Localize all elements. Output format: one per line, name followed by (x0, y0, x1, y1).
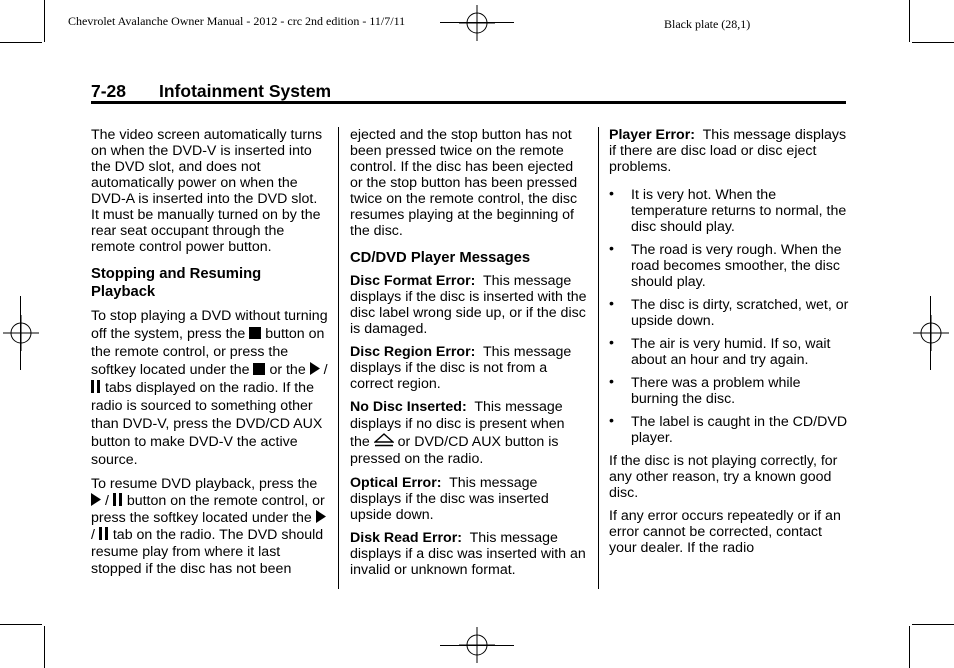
crop-mark (44, 0, 45, 42)
crop-mark (20, 296, 21, 370)
page-number: 7-28 (91, 81, 127, 101)
play-icon (316, 510, 326, 523)
message-disc-region: Disc Region Error: This message displays if the disc is not from a correct region. (350, 344, 572, 392)
stop-icon (249, 327, 261, 339)
stop-icon (253, 363, 265, 375)
play-icon (310, 362, 320, 375)
pause-icon (113, 493, 123, 506)
eject-icon (374, 433, 394, 447)
cause-list (609, 187, 849, 446)
section-heading (91, 81, 331, 102)
column-divider (598, 127, 599, 589)
crop-mark (912, 624, 954, 625)
list-item: • The disc is dirty, scratched, wet, or upside down. (609, 297, 849, 329)
crop-mark (44, 626, 45, 668)
message-disc-format: Disc Format Error: This message displays if the disc is inserted with the disc label wrong side up, or if the disc is damaged. (350, 273, 587, 337)
crop-mark (440, 645, 514, 646)
known-good-paragraph: If the disc is not playing correctly, for any other reason, try a known good disc. (609, 453, 838, 501)
registration-mark-icon (459, 5, 495, 41)
registration-mark-icon (913, 315, 949, 351)
resume-paragraph: To resume DVD playback, press the / button on the remote control, or press the softkey located under the / tab on the radio. The DVD should resume play from where it last stopped if the disc has not been (91, 476, 325, 577)
messages-heading: CD/DVD Player Messages (350, 250, 531, 266)
list-item: • It is very hot. When the temperature returns to normal, the disc should play. (609, 187, 849, 235)
column-3 (609, 127, 849, 563)
crop-mark (0, 624, 42, 625)
message-disk-read: Disk Read Error: This message displays if a disc was inserted with an invalid or unknown format. (350, 530, 586, 578)
crop-mark (909, 0, 910, 42)
column-1 (91, 127, 329, 585)
registration-mark-icon (3, 315, 39, 351)
column-2 (350, 127, 588, 585)
list-item: • There was a problem while burning the disc. (609, 375, 849, 407)
message-optical: Optical Error: This message displays if the disc was inserted upside down. (350, 475, 549, 523)
stopping-heading: Stopping and Resuming Playback (91, 266, 262, 300)
crop-mark (440, 22, 514, 23)
crop-mark (930, 296, 931, 370)
crop-mark (912, 42, 954, 43)
message-player-error: Player Error: This message displays if there are disc load or disc eject problems. (609, 127, 847, 175)
crop-mark (0, 42, 42, 43)
column-divider (338, 127, 339, 589)
continued-paragraph: ejected and the stop button has not been pressed twice on the remote control. If the disc has been ejected or the stop button has been pressed twice on the remote control, the disc resumes playing at the beginning of the disc. (350, 127, 578, 239)
crop-mark (909, 626, 910, 668)
section-title: Infotainment System (159, 81, 332, 101)
message-no-disc: No Disc Inserted: This message displays if no disc is present when the or DVD/CD AUX button is pressed on the radio. (350, 399, 565, 467)
heading-rule (91, 101, 846, 104)
play-icon (91, 493, 101, 506)
intro-paragraph: The video screen automatically turns on when the DVD-V is inserted into the DVD slot, and does not automatically power on when the DVD-A is inserted into the DVD slot. It must be manually turned on by the rear seat occupant through the remote control power button. (91, 127, 323, 255)
list-item: • The label is caught in the CD/DVD player. (609, 414, 849, 446)
contact-dealer-paragraph: If any error occurs repeatedly or if an error cannot be corrected, contact your dealer. If the radio (609, 508, 841, 556)
pause-icon (91, 380, 101, 393)
list-item: • The road is very rough. When the road becomes smoother, the disc should play. (609, 242, 849, 290)
manual-title: Chevrolet Avalanche Owner Manual - 2012 - crc 2nd edition - 11/7/11 (68, 14, 406, 28)
stop-paragraph: To stop playing a DVD without turning off the system, press the button on the remote control, or press the softkey located under the or the / tabs displayed on the radio. If the radio is sourced to something other than DVD-V, press the DVD/CD AUX button to make DVD-V the active source. (91, 308, 328, 468)
list-item: • The air is very humid. If so, wait about an hour and try again. (609, 336, 849, 368)
plate-label: Black plate (28,1) (664, 17, 751, 31)
pause-icon (99, 527, 109, 540)
